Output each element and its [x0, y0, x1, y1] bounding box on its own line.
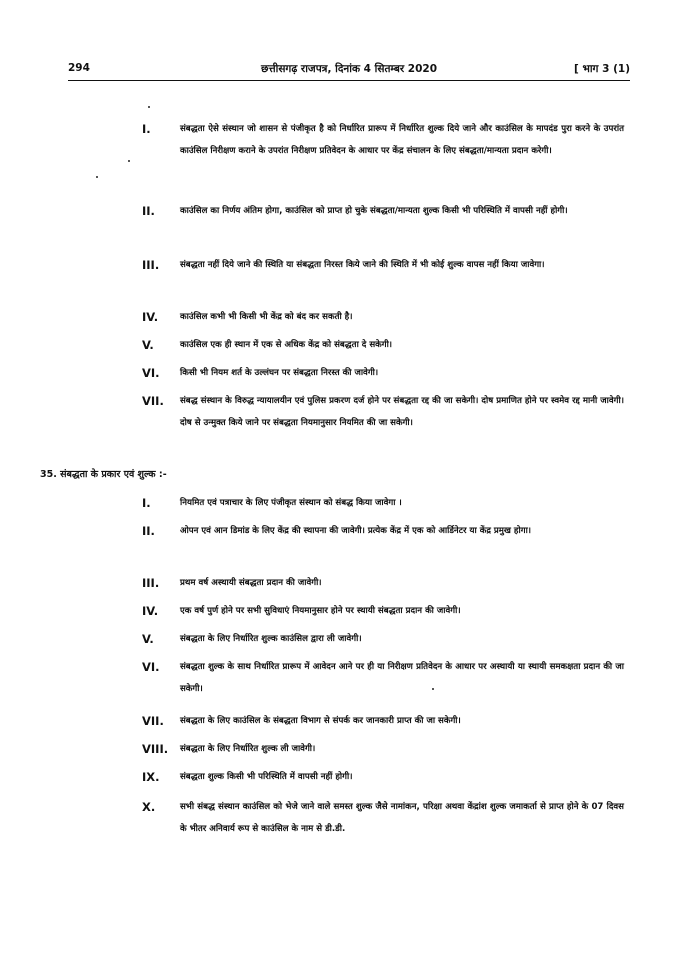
item-number: III.: [142, 258, 160, 272]
item-number: VII.: [142, 394, 164, 408]
item-text: प्रथम वर्ष अस्थायी संबद्धता प्रदान की जावेगी।: [180, 578, 322, 588]
item-number: X.: [142, 800, 156, 814]
item-number: IX.: [142, 770, 160, 784]
item-text: संबद्धता के लिए निर्धारित शुल्क ली जावेगी।: [180, 744, 316, 754]
header-rule: [68, 80, 630, 81]
item-text: एक वर्ष पुर्ण होने पर सभी सुविधाएं नियमानुसार होने पर स्थायी संबद्धता प्रदान की जावेगी।: [180, 606, 461, 616]
item-number: I.: [142, 122, 151, 136]
item-text: सभी संबद्ध संस्थान काउंसिल को भेजे जाने वाले समस्त शुल्क जैसे नामांकन, परिक्षा अथवा केंद्रांश शुल्क जमाकर्ता से प्राप्त होने के 07 दिवस के भीतर अनिवार्य रूप से काउंसिल के नाम से डी.डी.: [180, 802, 624, 834]
item-number: IV.: [142, 604, 159, 618]
item-number: I.: [142, 496, 151, 510]
item-number: V.: [142, 632, 154, 646]
item-text: संबद्ध संस्थान के विरुद्ध न्यायालयीन एवं पुलिस प्रकरण दर्ज होने पर संबद्धता रद्द की जा सकेगी। दोष प्रमाणित होने पर स्वमेव रद्द मानी जावेगी। दोष से उन्मुक्त किये जाने पर संबद्धता नियमानुसार नियमित की जा सकेगी।: [180, 396, 624, 428]
page-header: [68, 60, 630, 80]
gazette-part: [ भाग 3 (1): [574, 63, 630, 75]
item-text: किसी भी नियम शर्त के उल्लंघन पर संबद्धता निरस्त की जावेगी।: [180, 368, 379, 378]
item-text: ओपन एवं आन डिमांड के लिए केंद्र की स्थापना की जावेगी। प्रत्येक केंद्र में एक को आर्डिनेटर या केंद्र प्रमुख होगा।: [180, 526, 532, 536]
item-number: VII.: [142, 714, 164, 728]
item-number: V.: [142, 338, 154, 352]
item-number: VIII.: [142, 742, 169, 756]
item-text: संबद्धता शुल्क किसी भी परिस्थिति में वापसी नहीं होगी।: [180, 772, 353, 782]
item-number: VI.: [142, 366, 160, 380]
gazette-title: छत्तीसगढ़ राजपत्र, दिनांक 4 सितम्बर 2020: [260, 63, 438, 75]
item-number: II.: [142, 524, 155, 538]
item-text: संबद्धता ऐसे संस्थान जो शासन से पंजीकृत है को निर्धारित प्रारूप में निर्धारित शुल्क दिये जाने और काउंसिल के मापदंड पुरा करने के उपरांत काउंसिल निरीक्षण कराने के उपरांत निरीक्षण प्रतिवेदन के आधार पर केंद्र संचालन के लिए संबद्धता/मान्यता प्रदान करेगी।: [180, 124, 624, 156]
item-text: संबद्धता नहीं दिये जाने की स्थिति या संबद्धता निरस्त किये जाने की स्थिति में भी कोई शुल्क वापस नहीं किया जावेगा।: [180, 260, 545, 270]
item-text: संबद्धता के लिए निर्धारित शुल्क काउंसिल द्वारा ली जावेगी।: [180, 634, 362, 644]
item-number: VI.: [142, 660, 160, 674]
item-number: II.: [142, 204, 155, 218]
scan-speck: [96, 176, 98, 178]
page-number: 294: [68, 62, 90, 74]
item-text: संबद्धता के लिए काउंसिल के संबद्धता विभाग से संपर्क कर जानकारी प्राप्त की जा सकेगी।: [180, 716, 461, 726]
item-text: काउंसिल एक ही स्थान में एक से अधिक केंद्र को संबद्धता दे सकेगी।: [180, 340, 393, 350]
item-text: नियमित एवं पत्राचार के लिए पंजीकृत संस्थान को संबद्ध किया जावेगा ।: [180, 498, 402, 508]
item-text: संबद्धता शुल्क के साथ निर्धारित प्रारूप में आवेदन आने पर ही या निरीक्षण प्रतिवेदन के आधार पर अस्थायी या स्थायी समकक्षता प्रदान की जा सकेगी।: [180, 662, 624, 694]
item-number: III.: [142, 576, 160, 590]
scan-speck: [128, 160, 130, 162]
section-heading: 35. संबद्धता के प्रकार एवं शुल्क :-: [40, 469, 167, 480]
scan-speck: [148, 106, 150, 108]
item-text: काउंसिल कभी भी किसी भी केंद्र को बंद कर सकती है।: [180, 312, 353, 322]
item-text: काउंसिल का निर्णय अंतिम होगा, काउंसिल को प्राप्त हो चुके संबद्धता/मान्यता शुल्क किसी भी परिस्थिति में वापसी नहीं होगी।: [180, 206, 568, 216]
item-number: IV.: [142, 310, 159, 324]
